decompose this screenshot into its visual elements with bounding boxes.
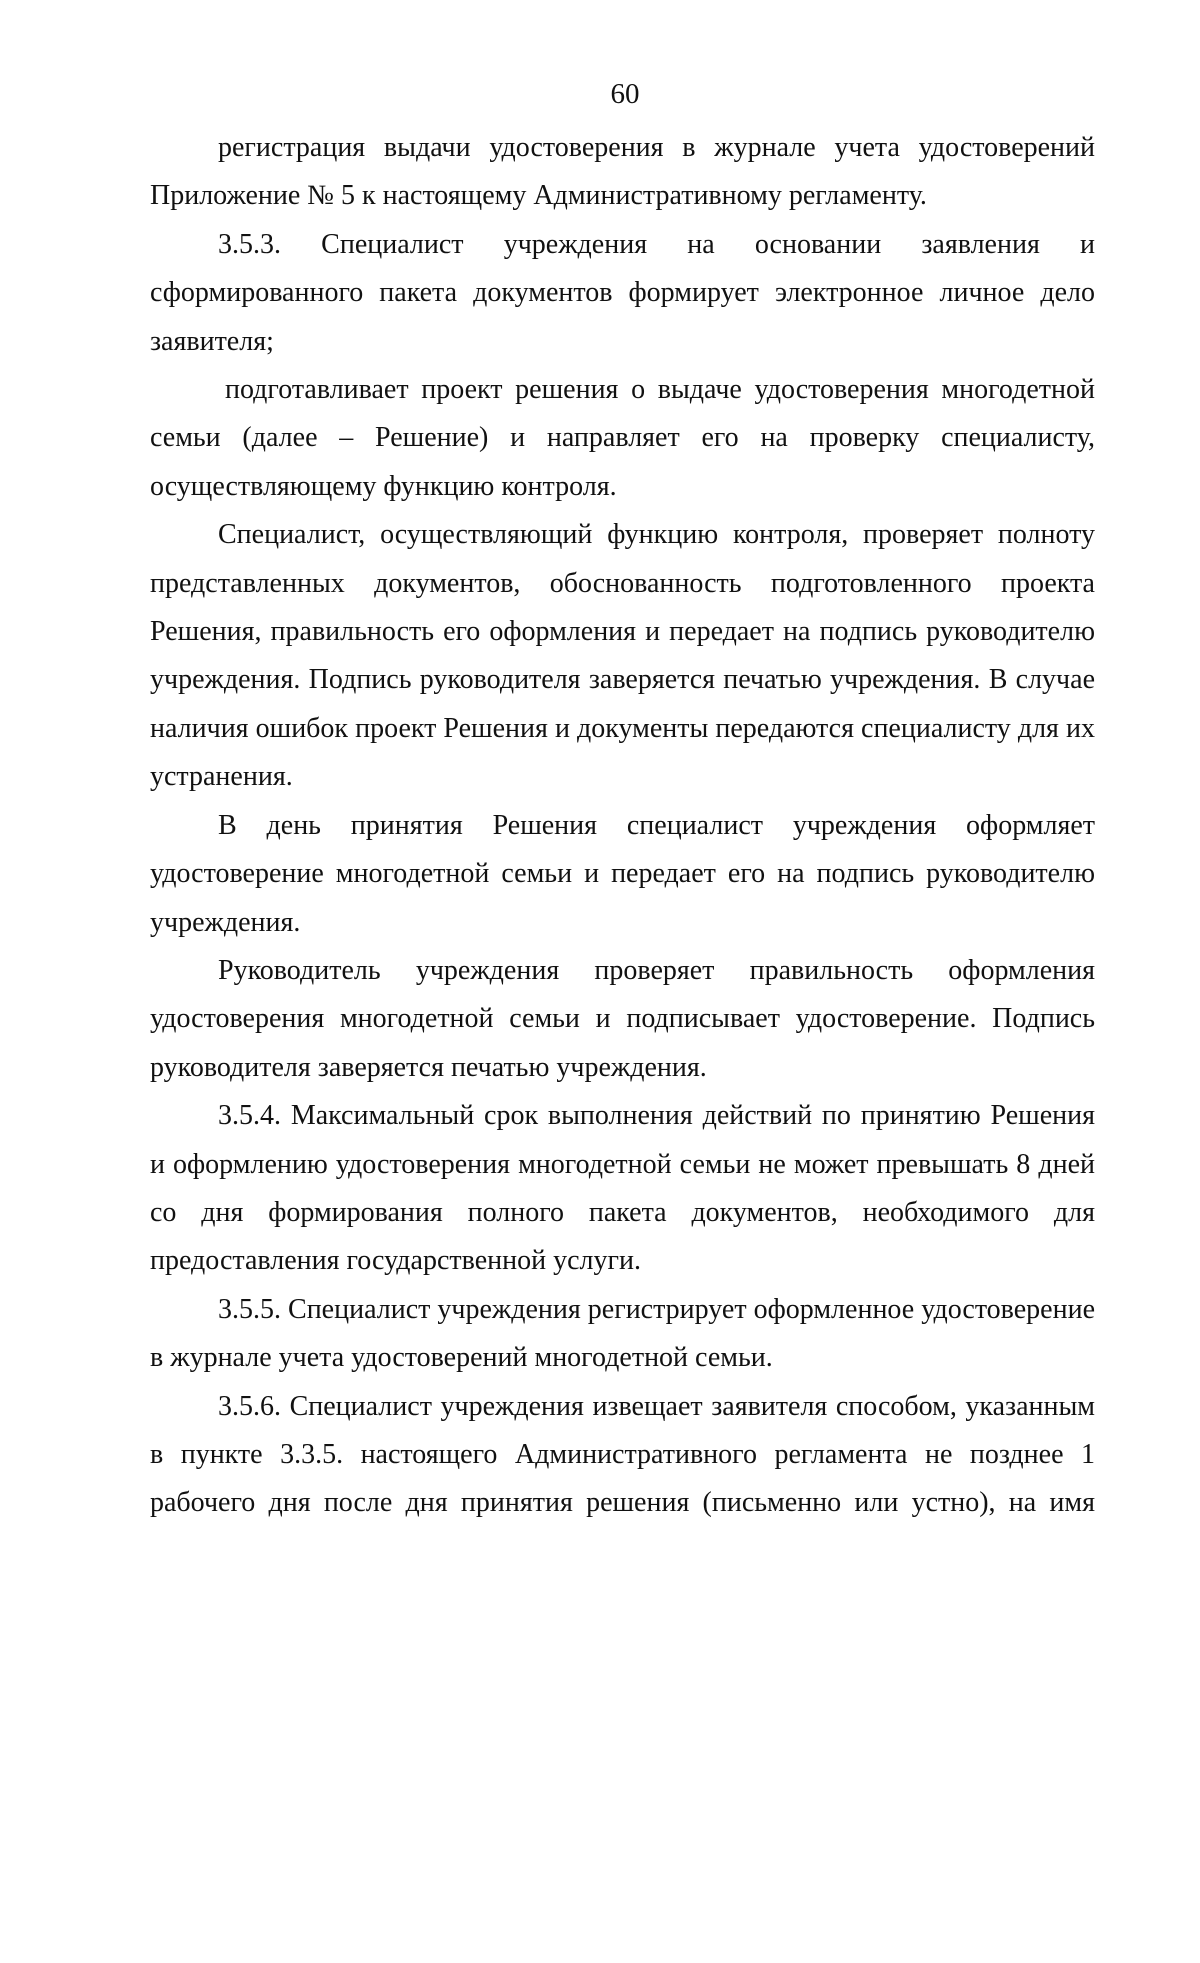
paragraph-3-5-5: 3.5.5. Специалист учреждения регистрирует оформленное удостоверение в журнале учета удостоверений многодетной семьи. <box>150 1293 1095 1374</box>
paragraph-prepare-draft: подготавливает проект решения о выдаче удостоверения многодетной семьи (далее – Решение) и направляет его на проверку специалисту, осуществляющему функцию контроля. <box>150 374 1095 502</box>
paragraph-control-specialist: Специалист, осуществляющий функцию контроля, проверяет полноту представленных документов, обоснованность подготовленного проекта Решения, правильность его оформления и передает на подпись руководителю учреждения. Подпись руководителя заверяется печатью учреждения. В случае наличия ошибок проект Решения и документы передаются специалисту для их устранения. <box>150 519 1095 793</box>
paragraph-3-5-6: 3.5.6. Специалист учреждения извещает заявителя способом, указанным в пункте 3.3.5. настоящего Административного регламента не позднее 1 рабочего дня после дня принятия решения (письменно или устно), на имя <box>150 1390 1095 1519</box>
paragraph-head-checks: Руководитель учреждения проверяет правильность оформления удостоверения многодетной семьи и подписывает удостоверение. Подпись руководителя заверяется печатью учреждения. <box>150 954 1095 1083</box>
paragraph-3-5-3: 3.5.3. Специалист учреждения на основании заявления и сформированного пакета документов формирует электронное личное дело заявителя; <box>150 228 1095 357</box>
paragraph-decision-day: В день принятия Решения специалист учреждения оформляет удостоверение многодетной семьи и передает его на подпись руководителю учреждения. <box>150 809 1095 938</box>
page-number: 60 <box>610 78 640 110</box>
paragraph-registration: регистрация выдачи удостоверения в журнале учета удостоверений Приложение № 5 к настоящему Административному регламенту. <box>150 132 1095 212</box>
paragraph-3-5-4: 3.5.4. Максимальный срок выполнения действий по принятию Решения и оформлению удостоверения многодетной семьи не может превышать 8 дней со дня формирования полного пакета документов, необходимого для предоставления государственной услуги. <box>150 1100 1095 1277</box>
document-body <box>150 124 1095 1528</box>
